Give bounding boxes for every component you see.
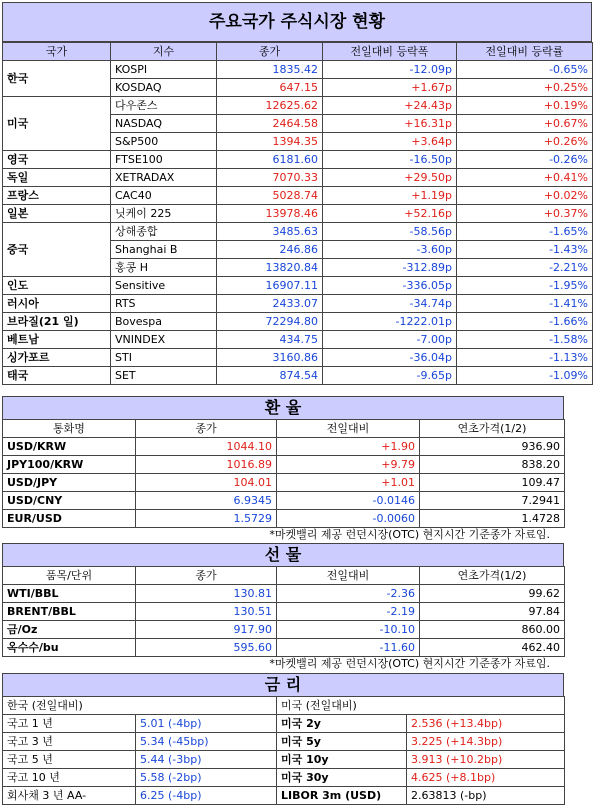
close-value-cell: 1.5729 (136, 510, 277, 528)
close-value-cell: 5028.74 (217, 187, 323, 205)
close-value-cell: 13820.84 (217, 259, 323, 277)
korea-rate-value-cell: 5.44 (-3bp) (136, 751, 277, 769)
korea-rate-value-cell: 5.58 (-2bp) (136, 769, 277, 787)
close-value-cell: 1016.89 (136, 456, 277, 474)
country-cell: 러시아 (3, 295, 111, 313)
fx-table (2, 419, 565, 528)
change-cell: -10.10 (277, 621, 420, 639)
change-percent-cell: -1.13% (457, 349, 593, 367)
change-cell: +9.79 (277, 456, 420, 474)
close-value-cell: 13978.46 (217, 205, 323, 223)
futures-row (3, 603, 565, 621)
close-value-cell: 434.75 (217, 331, 323, 349)
country-cell: 영국 (3, 151, 111, 169)
close-value-cell: 130.51 (136, 603, 277, 621)
currency-name-cell: USD/CNY (3, 492, 136, 510)
change-percent-cell: -1.58% (457, 331, 593, 349)
currency-name-cell: EUR/USD (3, 510, 136, 528)
close-value-cell: 1044.10 (136, 438, 277, 456)
commodity-name-cell: 금/Oz (3, 621, 136, 639)
index-name-cell: KOSDAQ (111, 79, 217, 97)
index-name-cell: SET (111, 367, 217, 385)
country-cell: 일본 (3, 205, 111, 223)
stock-row (3, 151, 593, 169)
korea-rate-name-cell: 국고 3 년 (3, 733, 136, 751)
page-title: 주요국가 주식시장 현황 (2, 2, 592, 42)
index-name-cell: 상해종합 (111, 223, 217, 241)
close-value-cell: 6181.60 (217, 151, 323, 169)
close-value-cell: 917.90 (136, 621, 277, 639)
index-name-cell: 다우존스 (111, 97, 217, 115)
column-header: 연초가격(1/2) (420, 567, 565, 585)
currency-name-cell: JPY100/KRW (3, 456, 136, 474)
fx-row (3, 438, 565, 456)
fx-source-note: *마켓밸리 제공 런던시장(OTC) 현지시간 기준종가 자료임. (269, 528, 550, 541)
ytd-price-cell: 860.00 (420, 621, 565, 639)
close-value-cell: 130.81 (136, 585, 277, 603)
close-value-cell: 1835.42 (217, 61, 323, 79)
change-cell: -0.0146 (277, 492, 420, 510)
stock-row (3, 313, 593, 331)
stock-row (3, 169, 593, 187)
index-name-cell: 홍콩 H (111, 259, 217, 277)
fx-header-row (3, 420, 565, 438)
fx-section-title: 환 율 (2, 396, 564, 420)
country-cell: 인도 (3, 277, 111, 295)
country-cell: 프랑스 (3, 187, 111, 205)
us-rate-name-cell: 미국 10y (277, 751, 407, 769)
change-points-cell: -12.09p (323, 61, 457, 79)
rates-row (3, 769, 565, 787)
change-points-cell: -3.60p (323, 241, 457, 259)
index-name-cell: CAC40 (111, 187, 217, 205)
close-value-cell: 2433.07 (217, 295, 323, 313)
commodity-name-cell: 옥수수/bu (3, 639, 136, 657)
index-name-cell: RTS (111, 295, 217, 313)
change-percent-cell: -0.26% (457, 151, 593, 169)
commodity-name-cell: WTI/BBL (3, 585, 136, 603)
korea-rate-value-cell: 5.34 (-45bp) (136, 733, 277, 751)
column-header: 전일대비 등락률 (457, 43, 593, 61)
ytd-price-cell: 838.20 (420, 456, 565, 474)
us-rate-name-cell: LIBOR 3m (USD) (277, 787, 407, 805)
korea-rate-value-cell: 6.25 (-4bp) (136, 787, 277, 805)
change-percent-cell: +0.67% (457, 115, 593, 133)
change-percent-cell: -1.43% (457, 241, 593, 259)
country-cell: 싱가포르 (3, 349, 111, 367)
index-name-cell: 닛케이 225 (111, 205, 217, 223)
change-points-cell: +29.50p (323, 169, 457, 187)
fx-row (3, 492, 565, 510)
fx-row (3, 456, 565, 474)
change-percent-cell: +0.02% (457, 187, 593, 205)
stock-row (3, 61, 593, 79)
change-percent-cell: -1.41% (457, 295, 593, 313)
change-percent-cell: +0.41% (457, 169, 593, 187)
stock-row (3, 295, 593, 313)
stock-header-row (3, 43, 593, 61)
change-points-cell: -34.74p (323, 295, 457, 313)
rates-section-title: 금 리 (2, 673, 564, 697)
change-points-cell: +16.31p (323, 115, 457, 133)
close-value-cell: 7070.33 (217, 169, 323, 187)
close-value-cell: 16907.11 (217, 277, 323, 295)
currency-name-cell: USD/KRW (3, 438, 136, 456)
index-name-cell: Shanghai B (111, 241, 217, 259)
index-name-cell: STI (111, 349, 217, 367)
column-header: 전일대비 (277, 567, 420, 585)
change-percent-cell: +0.19% (457, 97, 593, 115)
change-points-cell: +52.16p (323, 205, 457, 223)
change-points-cell: -9.65p (323, 367, 457, 385)
change-percent-cell: -2.21% (457, 259, 593, 277)
currency-name-cell: USD/JPY (3, 474, 136, 492)
ytd-price-cell: 97.84 (420, 603, 565, 621)
change-points-cell: +1.19p (323, 187, 457, 205)
stock-row (3, 97, 593, 115)
change-percent-cell: -1.65% (457, 223, 593, 241)
country-cell: 베트남 (3, 331, 111, 349)
rates-row (3, 751, 565, 769)
index-name-cell: XETRADAX (111, 169, 217, 187)
change-cell: -2.36 (277, 585, 420, 603)
change-points-cell: -58.56p (323, 223, 457, 241)
ytd-price-cell: 462.40 (420, 639, 565, 657)
close-value-cell: 104.01 (136, 474, 277, 492)
index-name-cell: VNINDEX (111, 331, 217, 349)
country-cell: 브라질(21 일) (3, 313, 111, 331)
column-header: 품목/단위 (3, 567, 136, 585)
close-value-cell: 3160.86 (217, 349, 323, 367)
close-value-cell: 6.9345 (136, 492, 277, 510)
korea-rate-name-cell: 회사채 3 년 AA- (3, 787, 136, 805)
close-value-cell: 874.54 (217, 367, 323, 385)
change-percent-cell: -1.95% (457, 277, 593, 295)
close-value-cell: 3485.63 (217, 223, 323, 241)
rates-row (3, 787, 565, 805)
us-rate-name-cell: 미국 2y (277, 715, 407, 733)
futures-row (3, 621, 565, 639)
change-points-cell: -336.05p (323, 277, 457, 295)
index-name-cell: Bovespa (111, 313, 217, 331)
column-header: 종가 (136, 567, 277, 585)
us-rate-value-cell: 4.625 (+8.1bp) (407, 769, 565, 787)
close-value-cell: 246.86 (217, 241, 323, 259)
index-name-cell: KOSPI (111, 61, 217, 79)
change-cell: +1.01 (277, 474, 420, 492)
column-header: 통화명 (3, 420, 136, 438)
us-rate-value-cell: 2.63813 (-bp) (407, 787, 565, 805)
country-cell: 한국 (3, 61, 111, 97)
change-points-cell: -36.04p (323, 349, 457, 367)
country-cell: 중국 (3, 223, 111, 277)
column-header: 연초가격(1/2) (420, 420, 565, 438)
korea-rate-name-cell: 국고 1 년 (3, 715, 136, 733)
close-value-cell: 72294.80 (217, 313, 323, 331)
stock-row (3, 367, 593, 385)
change-cell: -2.19 (277, 603, 420, 621)
stock-market-table (2, 42, 593, 385)
korea-rate-name-cell: 국고 10 년 (3, 769, 136, 787)
country-cell: 태국 (3, 367, 111, 385)
change-points-cell: -7.00p (323, 331, 457, 349)
korea-rates-header: 한국 (전일대비) (3, 697, 277, 715)
index-name-cell: S&P500 (111, 133, 217, 151)
change-percent-cell: +0.37% (457, 205, 593, 223)
rates-row (3, 733, 565, 751)
column-header: 종가 (136, 420, 277, 438)
change-percent-cell: +0.25% (457, 79, 593, 97)
rates-header-row (3, 697, 565, 715)
ytd-price-cell: 936.90 (420, 438, 565, 456)
fx-row (3, 510, 565, 528)
stock-row (3, 277, 593, 295)
index-name-cell: NASDAQ (111, 115, 217, 133)
change-cell: -11.60 (277, 639, 420, 657)
us-rates-header: 미국 (전일대비) (277, 697, 565, 715)
index-name-cell: Sensitive (111, 277, 217, 295)
stock-row (3, 349, 593, 367)
change-percent-cell: +0.26% (457, 133, 593, 151)
country-cell: 미국 (3, 97, 111, 151)
ytd-price-cell: 1.4728 (420, 510, 565, 528)
close-value-cell: 2464.58 (217, 115, 323, 133)
change-points-cell: +3.64p (323, 133, 457, 151)
column-header: 지수 (111, 43, 217, 61)
rates-row (3, 715, 565, 733)
korea-rate-value-cell: 5.01 (-4bp) (136, 715, 277, 733)
change-points-cell: +1.67p (323, 79, 457, 97)
stock-row (3, 331, 593, 349)
close-value-cell: 12625.62 (217, 97, 323, 115)
korea-rate-name-cell: 국고 5 년 (3, 751, 136, 769)
country-cell: 독일 (3, 169, 111, 187)
us-rate-value-cell: 3.913 (+10.2bp) (407, 751, 565, 769)
fx-row (3, 474, 565, 492)
ytd-price-cell: 109.47 (420, 474, 565, 492)
change-points-cell: -16.50p (323, 151, 457, 169)
change-points-cell: -1222.01p (323, 313, 457, 331)
change-cell: -0.0060 (277, 510, 420, 528)
change-points-cell: -312.89p (323, 259, 457, 277)
ytd-price-cell: 99.62 (420, 585, 565, 603)
change-percent-cell: -1.09% (457, 367, 593, 385)
stock-row (3, 205, 593, 223)
stock-row (3, 223, 593, 241)
change-cell: +1.90 (277, 438, 420, 456)
us-rate-value-cell: 3.225 (+14.3bp) (407, 733, 565, 751)
column-header: 국가 (3, 43, 111, 61)
us-rate-name-cell: 미국 5y (277, 733, 407, 751)
futures-row (3, 585, 565, 603)
ytd-price-cell: 7.2941 (420, 492, 565, 510)
close-value-cell: 647.15 (217, 79, 323, 97)
close-value-cell: 1394.35 (217, 133, 323, 151)
us-rate-name-cell: 미국 30y (277, 769, 407, 787)
change-percent-cell: -0.65% (457, 61, 593, 79)
column-header: 전일대비 등락폭 (323, 43, 457, 61)
futures-table (2, 566, 565, 657)
rates-table (2, 696, 565, 805)
futures-row (3, 639, 565, 657)
us-rate-value-cell: 2.536 (+13.4bp) (407, 715, 565, 733)
change-percent-cell: -1.66% (457, 313, 593, 331)
change-points-cell: +24.43p (323, 97, 457, 115)
futures-source-note: *마켓밸리 제공 런던시장(OTC) 현지시간 기준종가 자료임. (269, 657, 550, 670)
index-name-cell: FTSE100 (111, 151, 217, 169)
column-header: 전일대비 (277, 420, 420, 438)
column-header: 종가 (217, 43, 323, 61)
close-value-cell: 595.60 (136, 639, 277, 657)
stock-row (3, 187, 593, 205)
futures-header-row (3, 567, 565, 585)
commodity-name-cell: BRENT/BBL (3, 603, 136, 621)
futures-section-title: 선 물 (2, 543, 564, 567)
